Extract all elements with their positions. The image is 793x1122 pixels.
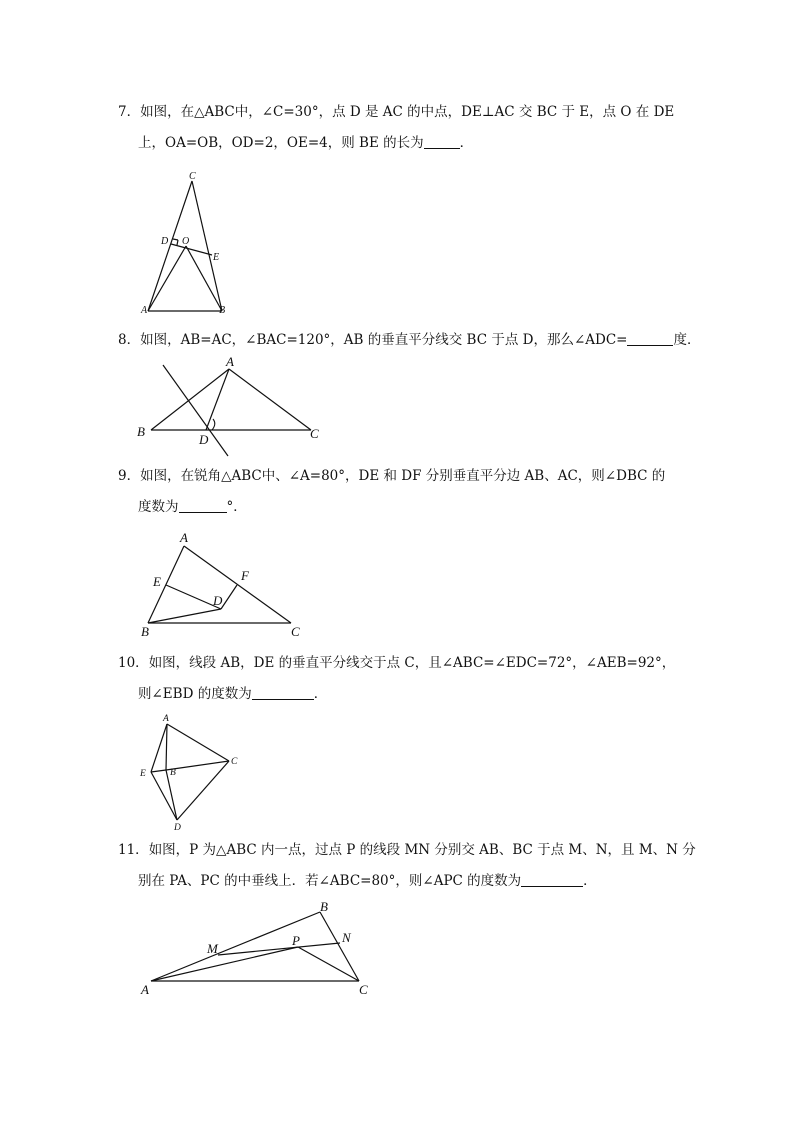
point-label-b: B — [137, 424, 145, 439]
point-label-d: D — [161, 236, 169, 247]
point-label-b: B — [170, 768, 176, 778]
question-7: 7．如图，在△ABC中，∠C=30°，点 D 是 AC 的中点，DE⊥AC 交 BC 于 E，点 O 在 DE 上，OA=OB，OD=2，OE=4，则 BE 的长为 ． — [118, 104, 675, 151]
point-label-n: N — [342, 930, 351, 945]
question-number: 11． — [118, 842, 149, 858]
point-label-p: P — [292, 933, 300, 948]
point-label-b: B — [320, 899, 328, 914]
point-label-a: A — [141, 982, 149, 997]
question-text: 上，OA=OB，OD=2，OE=4，则 BE 的长为 — [138, 135, 424, 151]
question-text: 如图，线段 AB，DE 的垂直平分线交于点 C，且∠ABC=∠EDC=72°，∠AEB=92°， — [148, 655, 676, 671]
question-number: 10． — [118, 655, 149, 671]
point-label-d: D — [213, 593, 223, 608]
question-number: 7． — [118, 104, 141, 120]
point-label-a: A — [141, 305, 148, 316]
question-number: 8． — [118, 332, 141, 348]
point-label-c: C — [359, 982, 368, 997]
point-label-d: D — [174, 823, 181, 833]
question-8: 8．如图，AB=AC，∠BAC=120°，AB 的垂直平分线交 BC 于点 D，那么∠ADC= 度． — [118, 332, 701, 348]
point-label-b: B — [141, 624, 149, 639]
point-label-o: O — [182, 236, 190, 247]
point-label-a: A — [226, 354, 234, 369]
point-label-f: F — [241, 568, 249, 583]
question-text: 如图，P 为△ABC 内一点，过点 P 的线段 MN 分别交 AB、BC 于点 M、N，且 M、N 分 — [148, 842, 696, 858]
question-text: 则∠EBD 的度数为 — [138, 686, 252, 702]
point-label-c: C — [231, 757, 238, 767]
point-label-d: D — [199, 432, 209, 447]
point-label-b: B — [219, 305, 226, 316]
question-number: 9． — [118, 468, 141, 484]
question-11: 11．如图，P 为△ABC 内一点，过点 P 的线段 MN 分别交 AB、BC 于点 M、N，且 M、N 分 别在 PA、PC 的中垂线上．若∠ABC=80°，则∠APC 的度数为 ． — [118, 842, 696, 889]
question-text: 如图，在△ABC中，∠C=30°，点 D 是 AC 的中点，DE⊥AC 交 BC 于 E，点 O 在 DE — [140, 104, 675, 120]
point-label-e: E — [213, 252, 220, 263]
question-text: 如图，AB=AC，∠BAC=120°，AB 的垂直平分线交 BC 于点 D，那么∠ADC= — [140, 332, 628, 348]
point-label-c: C — [291, 624, 300, 639]
point-label-c: C — [310, 426, 319, 441]
point-label-a: A — [163, 714, 169, 724]
question-text: 如图，在锐角△ABC中、∠A=80°，DE 和 DF 分别垂直平分边 AB、AC，则∠DBC 的 — [140, 468, 666, 484]
question-text: 别在 PA、PC 的中垂线上．若∠ABC=80°，则∠APC 的度数为 — [138, 873, 522, 889]
question-9: 9．如图，在锐角△ABC中、∠A=80°，DE 和 DF 分别垂直平分边 AB、AC，则∠DBC 的 度数为 °． — [118, 468, 666, 515]
point-label-e: E — [153, 574, 161, 589]
point-label-c: C — [189, 171, 196, 182]
point-label-e: E — [140, 769, 146, 779]
question-10: 10．如图，线段 AB，DE 的垂直平分线交于点 C，且∠ABC=∠EDC=72°，∠AEB=92°， 则∠EBD 的度数为 ． — [118, 655, 676, 702]
point-label-a: A — [180, 530, 188, 545]
question-text: 度数为 — [138, 499, 179, 515]
point-label-m: M — [207, 941, 218, 956]
